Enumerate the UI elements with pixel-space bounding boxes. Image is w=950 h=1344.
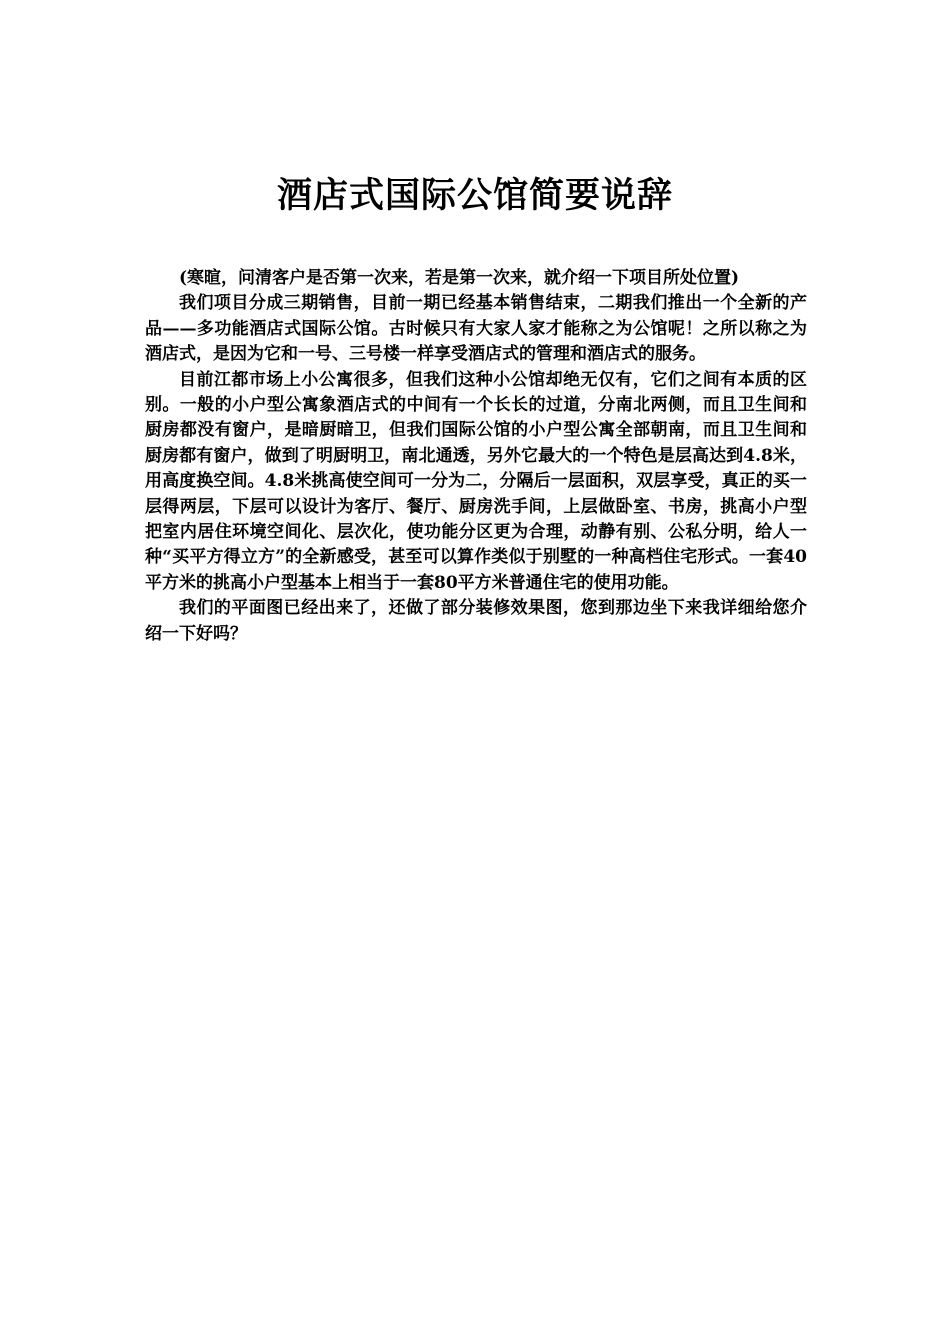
paragraph-product-comparison: 目前江都市场上小公寓很多，但我们这种小公馆却绝无仅有，它们之间有本质的区别。一般的小户型公寓象酒店式的中间有一个长长的过道，分南北两侧，而且卫生间和厨房都没有窗户，是暗厨暗卫，但我们国际公馆的小户型公寓全部朝南，而且卫生间和厨房都有窗户，做到了明厨明卫，南北通透，另外它最大的一个特色是层高达到4.8米，用高度换空间。4.8米挑高使空间可一分为二，分隔后一层面积，双层享受，真正的买一层得两层，下层可以设计为客厅、餐厅、厨房洗手间，上层做卧室、书房，挑高小户型把室内居住环境空间化、层次化，使功能分区更为合理，动静有别、公私分明，给人一种“买平方得立方”的全新感受，甚至可以算作类似于别墅的一种高档住宅形式。一套40平方米的挑高小户型基本上相当于一套80平方米普通住宅的使用功能。 [145, 369, 807, 593]
paragraph-project-phases: 我们项目分成三期销售，目前一期已经基本销售结束，二期我们推出一个全新的产品——多功能酒店式国际公馆。古时候只有大家人家才能称之为公馆呢！之所以称之为酒店式，是因为它和一号、三号楼一样享受酒店式的管理和酒店式的服务。 [145, 293, 807, 365]
paragraph-closing-invitation: 我们的平面图已经出来了，还做了部分装修效果图，您到那边坐下来我详细给您介绍一下好吗？ [145, 598, 807, 644]
document-body [145, 266, 807, 647]
paragraph-intro-note: (寒暄，问清客户是否第一次来，若是第一次来，就介绍一下项目所处位置) [179, 268, 740, 288]
document-title: 酒店式国际公馆简要说辞 [276, 175, 673, 216]
